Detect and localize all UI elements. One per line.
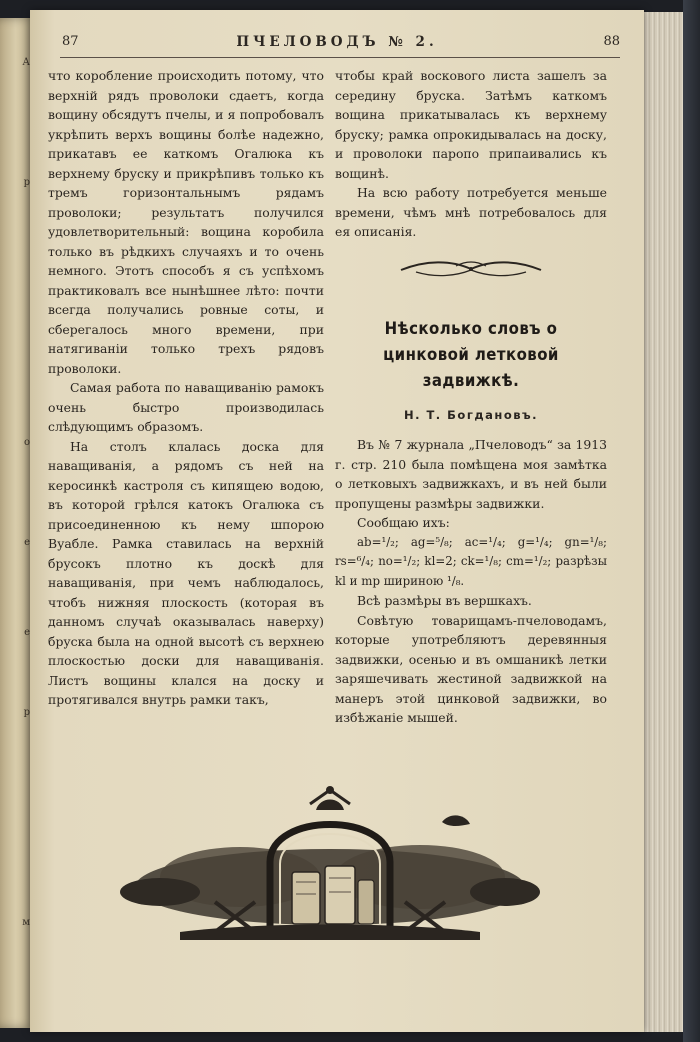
article-author: Н. Т. Богдановъ. [403, 407, 539, 422]
edge-letter: р [23, 177, 30, 188]
book-cover-edge [683, 0, 700, 1042]
paragraph: Совѣтую товарищамъ-пчеловодамъ, которые употребляютъ деревянныя задвижки, осенью и въ омшаникѣ летки заряшечивать жестиной задвижкой на манеръ этой цинковой задвижки, во избѣжаніе мышей. [335, 612, 607, 725]
paragraph: На столъ клалась доска для навaщиванія, а рядомъ съ ней на керосинкѣ кастроля съ кипящею водою, въ которой грѣлся катокъ Огалюка съ присоединенною къ нему шпорою Вуаблe. Рамка ставилась на верхній брусокъ плотно къ доскѣ для навaщиванія, при чемъ наблюдалось, чтобъ нижняя плоскость (которая въ данномъ случаѣ оказывалась наверху) бруска была на одной высотѣ съ верхнею плоскостью доски для навaщиванія. Листъ вощины клался на доску и протягивался внутрь рамки такъ, [48, 438, 324, 707]
header-rule [60, 57, 620, 58]
edge-letter: о [23, 437, 30, 448]
edge-letter: е [24, 627, 30, 638]
paragraph: Въ № 7 журнала „Пчеловодъ“ за 1913 г. стр. 210 была помѣщена моя замѣтка о летковыхъ задвижкахъ, и въ ней были пропущены размѣры задвижки. [335, 437, 607, 511]
book-page [30, 10, 644, 1032]
paragraph: Всѣ размѣры въ вершкахъ. [357, 593, 532, 608]
right-page-number: 88 [603, 34, 620, 49]
article-title: Нѣсколько словъ о цинковой летковой задвижкѣ. [383, 318, 559, 391]
edge-letter: А [22, 57, 30, 68]
edge-letter: м [22, 917, 30, 928]
ornament-divider [396, 256, 546, 282]
dimensions-formula: ab=¹/₂; ag=⁵/₈; ac=¹/₄; g=¹/₄; gn=¹/₈; rs=⁶/₄; no=¹/₂; kl=2; ck=¹/₈; cm=¹/₂; разрѣзы kl и mp шириною ¹/₈. [335, 534, 607, 588]
paragraph: Самая работа по навaщиванію рамокъ очень быстро производилась слѣдующимъ образомъ. [48, 380, 324, 434]
paragraph: На всю работу потребуется меньше времени, чѣмъ мнѣ потребовалось для ея описанія. [335, 185, 607, 239]
left-column [48, 66, 324, 710]
running-title: ПЧЕЛОВОДЪ № 2. [236, 34, 438, 50]
left-page-edge [0, 18, 34, 1028]
paragraph: чтобы край воскового листа зашелъ за середину бруска. Затѣмъ каткомъ вощина прикатывалась къ верхнему бруску; рамка опрокидывалась на доску, и проволоки паропо припаивались къ вощинѣ. [335, 68, 607, 181]
right-column [335, 66, 607, 728]
edge-letter: е [24, 537, 30, 548]
paragraph: что короблениe происходить потому, что верхній рядъ проволоки сдаетъ, когда вощину обсядутъ пчелы, и я попробовалъ укрѣпить верхъ вощины болѣе надежно, прикатавъ ее каткомъ Огалюка къ верхнему бруску и прикрѣпивъ только къ тремъ горизонтальнымъ рядамъ проволоки; результатъ получился удовлетворительный: вощина коробила только въ рѣдкихъ случаяхъ и то очень немного. Этотъ способъ я съ успѣхомъ практиковалъ все нынѣшнее лѣто: почти всегда получались ровные соты, и сберегалось много времени, при натягиваніи только трехъ рядовъ проволоки. [48, 68, 324, 376]
left-page-number: 87 [62, 34, 79, 49]
paragraph: Сообщаю ихъ: [357, 515, 450, 530]
edge-letter: р [23, 707, 30, 718]
apiary-vignette-illustration [120, 782, 540, 952]
